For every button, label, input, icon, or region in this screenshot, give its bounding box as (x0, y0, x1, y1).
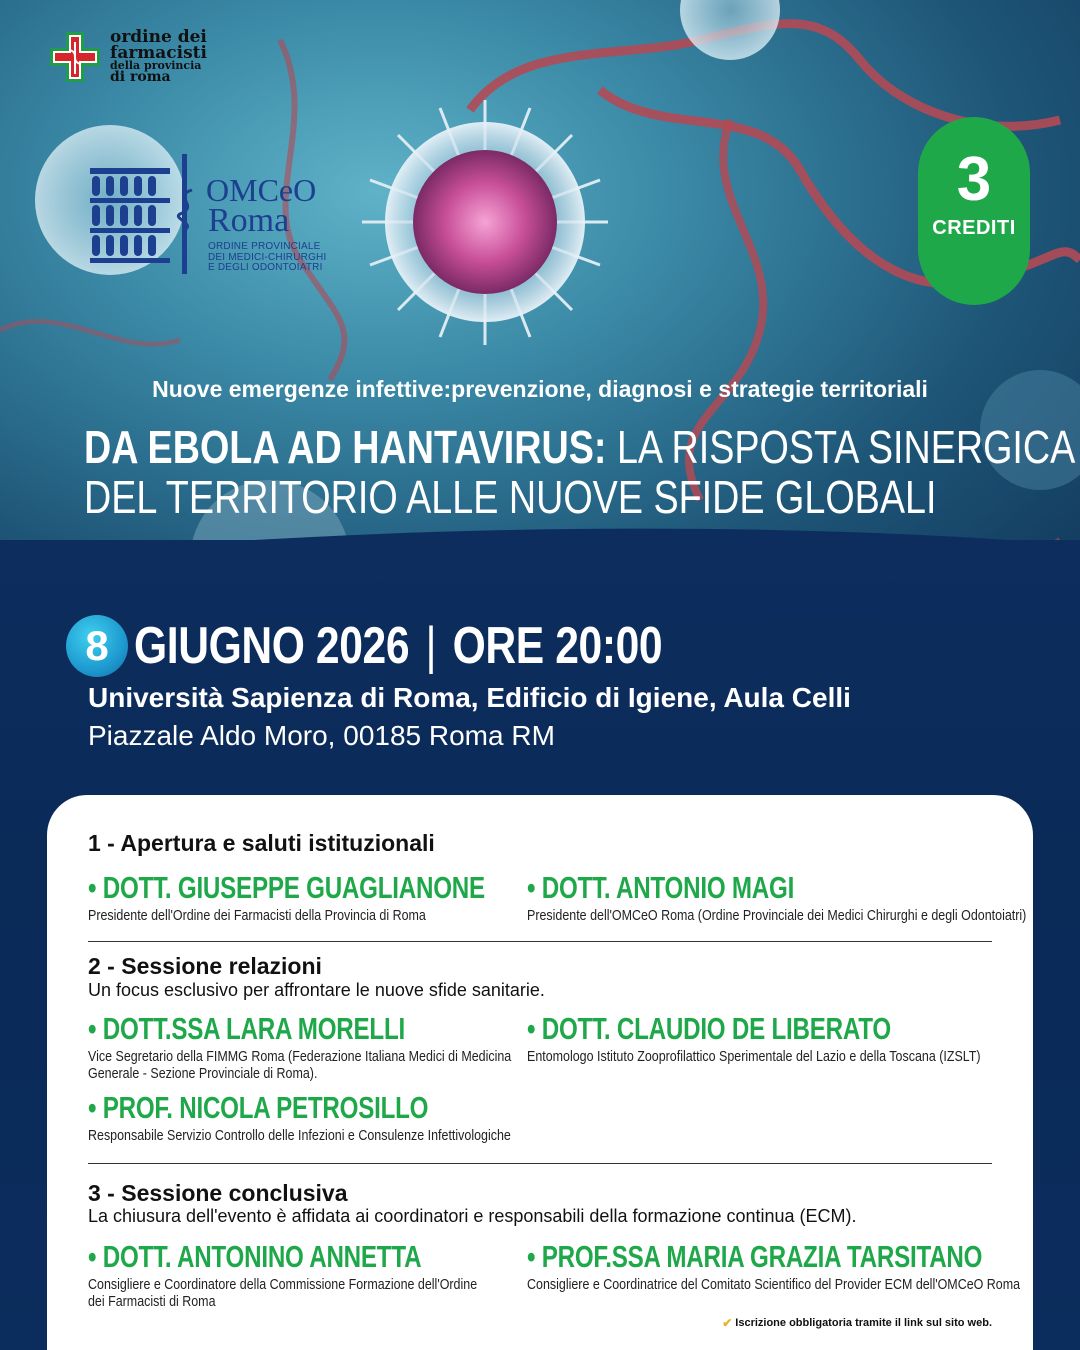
section-divider (88, 1163, 992, 1164)
headline-bold: DA EBOLA AD HANTAVIRUS: (84, 421, 607, 473)
speaker-role: Generale - Sezione Provinciale di Roma). (88, 1066, 318, 1082)
event-address: Piazzale Aldo Moro, 00185 Roma RM (88, 720, 555, 751)
event-time: ORE 20:00 (452, 617, 663, 675)
speaker-name: • DOTT.SSA LARA MORELLI (88, 1011, 405, 1046)
section-title: 3 - Sessione conclusiva (88, 1180, 348, 1206)
speaker-role: Vice Segretario della FIMMG Roma (Federazione Italiana Medici di Medicina (88, 1049, 512, 1065)
omceo-title: OMCeO (206, 172, 317, 208)
credits-number: 3 (956, 145, 992, 214)
colosseum-caduceus-icon (84, 150, 204, 280)
ofpr-logo-line: di roma (110, 68, 171, 85)
speaker-magi (527, 870, 1080, 925)
omceo-subtitle-line: ORDINE PROVINCIALE (208, 241, 321, 252)
headline-line2: DEL TERRITORIO ALLE NUOVE SFIDE GLOBALI (84, 471, 937, 523)
speaker-morelli (88, 1011, 580, 1083)
wave-divider (0, 520, 1080, 580)
speaker-name: • DOTT. CLAUDIO DE LIBERATO (527, 1011, 891, 1046)
speaker-role: Entomologo Istituto Zooprofilattico Sperimentale del Lazio e della Toscana (IZSLT) (527, 1049, 981, 1065)
day-badge: 8 (66, 615, 128, 677)
speaker-role: Consigliere e Coordinatrice del Comitato Scientifico del Provider ECM dell'OMCeO Roma (527, 1277, 1021, 1293)
headline-rest: LA RISPOSTA SINERGICA (606, 421, 1076, 473)
event-subtitle: Nuove emergenze infettive:prevenzione, diagnosi e strategie territoriali (152, 376, 928, 402)
section-title: 2 - Sessione relazioni (88, 953, 322, 979)
omceo-title-city: Roma (208, 202, 290, 239)
date-separator: | (425, 617, 437, 675)
speaker-petrosillo (88, 1090, 580, 1145)
date-row (66, 614, 778, 678)
ofpr-logo-line: della provincia (110, 59, 202, 73)
speaker-name: • DOTT. ANTONINO ANNETTA (88, 1239, 422, 1274)
speaker-name: • PROF.SSA MARIA GRAZIA TARSITANO (527, 1239, 983, 1274)
omceo-subtitle-line: E DEGLI ODONTOIATRI (208, 262, 323, 273)
speaker-role: Presidente dell'Ordine dei Farmacisti della Provincia di Roma (88, 908, 426, 924)
section-description: La chiusura dell'evento è affidata ai coordinatori e responsabili della formazione continua (ECM). (88, 1206, 857, 1226)
section-divider (88, 941, 992, 942)
speaker-name: • PROF. NICOLA PETROSILLO (88, 1090, 429, 1125)
omceo-roma-logo (84, 150, 344, 280)
speaker-name: • DOTT. GIUSEPPE GUAGLIANONE (88, 870, 485, 905)
speaker-de-liberato (527, 1011, 1054, 1066)
speaker-name: • DOTT. ANTONIO MAGI (527, 870, 795, 905)
registration-note (722, 1316, 992, 1330)
speaker-role: Responsabile Servizio Controllo delle Infezioni e Consulenze Infettivologiche (88, 1128, 511, 1144)
ofpr-logo (48, 27, 207, 85)
speaker-annetta (88, 1239, 540, 1311)
event-headline (84, 421, 1076, 523)
event-date: GIUGNO 2026 (134, 617, 410, 675)
omceo-subtitle-line: DEI MEDICI-CHIRURGHI (208, 251, 327, 263)
pharmacy-cross-icon (48, 30, 102, 84)
ofpr-logo-line: ordine dei (110, 27, 207, 48)
registration-note-text: Iscrizione obbligatoria tramite il link sul sito web. (735, 1317, 992, 1329)
speaker-tarsitano (527, 1239, 1080, 1294)
speaker-guaglianone (88, 870, 597, 925)
credits-label: CREDITI (932, 217, 1016, 239)
speaker-role: Presidente dell'OMCeO Roma (Ordine Provinciale dei Medici Chirurghi e degli Odontoiatri) (527, 908, 1027, 924)
credits-badge (918, 117, 1030, 305)
section-description: Un focus esclusivo per affrontare le nuove sfide sanitarie. (88, 980, 545, 1000)
ofpr-logo-line: farmacisti (110, 42, 207, 63)
speaker-role: Consigliere e Coordinatore della Commissione Formazione dell'Ordine (88, 1277, 478, 1293)
speaker-role: dei Farmacisti di Roma (88, 1294, 216, 1310)
event-venue: Università Sapienza di Roma, Edificio di Igiene, Aula Celli (88, 682, 851, 713)
checkmark-icon: ✔ (722, 1316, 733, 1330)
section-title: 1 - Apertura e saluti istituzionali (88, 830, 435, 856)
